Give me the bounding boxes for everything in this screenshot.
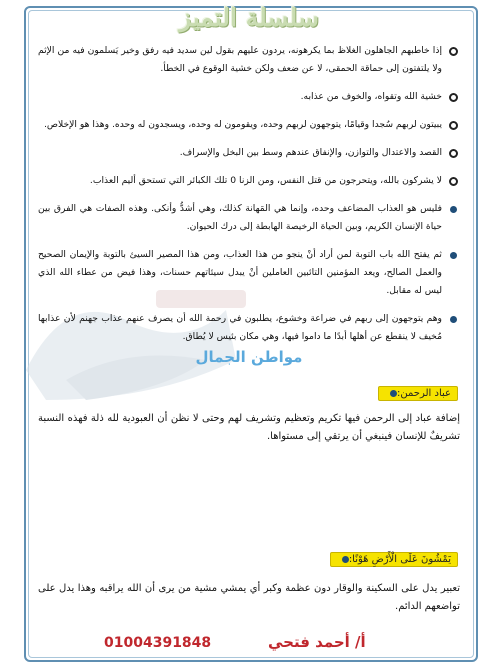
dot-bullet-icon <box>450 206 457 213</box>
circle-bullet-icon <box>449 93 458 102</box>
list-item-text: فليس هو العذاب المضاعف وحده، وإنما هي المَهانة كذلك، وهي أشدُّ وأنكى. وهذه الصفات هي الفرق بين حياة الإنسان الكريم، وبين الحياة الرخيصة الهابطة إلى درك الحيوان. <box>38 203 442 232</box>
circle-bullet-icon <box>449 177 458 186</box>
list-item-text: لا يشركون بالله، ويتحرجون من قتل النفس، ومن الزنا 0 تلك الكبائر التي تستحق أليم العذاب. <box>89 175 442 186</box>
list-item-text: إذا خاطبهم الجاهلون الغلاظ بما يكرهونه، يردون عليهم بقول لين سديد فيه رفق وخير يَسلمون فيه من الإثم ولا يلتفتون إلى حماقة الحمقى، لا عن ضعف ولكن خشية الوقوع في الخطأ. <box>38 45 442 74</box>
list-item <box>38 246 458 300</box>
circle-bullet-icon <box>449 47 458 56</box>
list-item <box>38 200 458 236</box>
list-item <box>38 172 458 190</box>
beauty-explanation: تعبير يدل على السكينة والوقار دون عظمة وكبر أي يمشي مشية من يرى أن الله يراقبه وهذا يدل على تواضعهم الدائم. <box>38 583 460 612</box>
footer-phone: 01004391848 <box>104 635 212 651</box>
beauty-label-box <box>330 552 458 567</box>
beauty-label-box <box>378 386 458 401</box>
circle-bullet-icon <box>449 149 458 158</box>
list-item <box>38 116 458 134</box>
circle-bullet-icon <box>449 121 458 130</box>
beauty-explanation: إضافة عباد إلى الرحمن فيها تكريم وتعظيم وتشريف لهم وحتى لا نظن أن العبودية لله ذلة فهذه النسبة تشريفٌ للإنسان فينبغي أن يرتقي إلى مستواها. <box>38 413 460 442</box>
dot-bullet-icon <box>390 390 397 397</box>
section-title: مواطن الجمال <box>195 348 303 366</box>
dot-bullet-icon <box>342 556 349 563</box>
list-item-text: القصد والاعتدال والتوازن، والإنفاق عندهم وسط بين البخل والإسراف. <box>179 147 442 158</box>
list-item <box>38 42 458 78</box>
list-item <box>38 310 458 346</box>
list-item-text: خشية الله وتقواه، والخوف من عذابه. <box>300 91 442 102</box>
list-item-text: ثم يفتح الله باب التوبة لمن أراد أنْ ينجو من هذا العذاب، ومن هذا المصير السيئ بالتوبة والإيمان الصحيح والعمل الصالح، ويعد المؤمنين التائبين العاملين أنْ يبدل سيئاتهم حسنات، وهذا فيض من عطاء الله الذي ليس له مقابل. <box>38 249 442 296</box>
series-title: سلسلة التميز <box>179 3 319 32</box>
dot-bullet-icon <box>450 316 457 323</box>
list-item <box>38 88 458 106</box>
list-item-text: يبيتون لربهم سُجدا وقيامًا، يتوجهون لربهم وحده، ويقومون له وحده، ويسجدون له وحده. وهذا هو الإخلاص. <box>43 119 442 130</box>
list-item <box>38 144 458 162</box>
footer-author: أ/ أحمد فتحي <box>268 633 366 651</box>
list-item-text: وهم يتوجهون إلى ربهم في ضراعة وخشوع، يطلبون في رحمة الله أن يصرف عنهم عذاب جهنم لأن عذابها مُخيف لا ينقطع عن أهلها أبدًا ما داموا فيها، وهي مكان بئيس لا يُطاق. <box>38 313 442 342</box>
beauty-label: يَمْشُونَ عَلَى الْأَرْضِ هَوْنًا: <box>348 554 451 565</box>
dot-bullet-icon <box>450 252 457 259</box>
beauty-label: عباد الرحمن: <box>397 388 451 399</box>
traits-list <box>38 42 458 356</box>
